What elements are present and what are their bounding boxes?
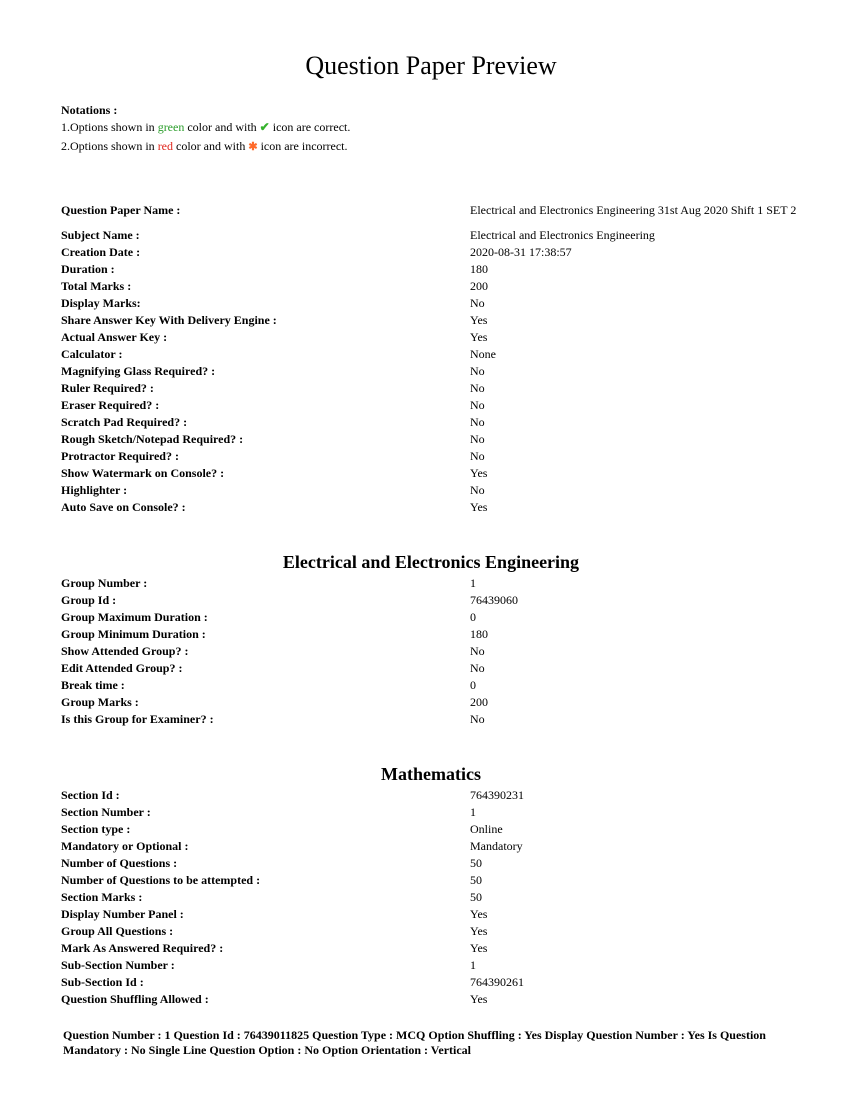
group-heading: Electrical and Electronics Engineering xyxy=(282,552,580,572)
detail-value: 0 xyxy=(470,677,476,692)
detail-label: Group Number : xyxy=(61,575,148,590)
detail-label: Calculator : xyxy=(61,346,123,361)
detail-value: No xyxy=(470,295,485,310)
detail-row xyxy=(61,362,806,379)
detail-value: No xyxy=(470,448,485,463)
detail-label: Scratch Pad Required? : xyxy=(61,414,188,429)
detail-value: Yes xyxy=(470,923,488,938)
notation-text: 1.Options shown in xyxy=(61,120,158,134)
detail-value: 1 xyxy=(470,575,476,590)
detail-label: Creation Date : xyxy=(61,244,141,259)
detail-value: 50 xyxy=(470,872,482,887)
detail-value: 764390261 xyxy=(470,974,524,989)
detail-row xyxy=(61,922,806,939)
detail-label: Show Watermark on Console? : xyxy=(61,465,225,480)
detail-label: Magnifying Glass Required? : xyxy=(61,363,216,378)
detail-label: Total Marks : xyxy=(61,278,132,293)
question-info: Question Number : 1 Question Id : 76439011825 Question Type : MCQ Option Shuffling : Yes Display Question Number : Yes Is Question Mandatory : No Single Line Question Option : No Option Orientation : Vertical xyxy=(63,1028,766,1057)
detail-value: 180 xyxy=(470,626,488,641)
detail-label: Group Maximum Duration : xyxy=(61,609,208,624)
detail-value: 50 xyxy=(470,855,482,870)
section-details-table xyxy=(61,786,806,1007)
detail-row xyxy=(61,990,806,1007)
detail-row xyxy=(61,226,806,243)
detail-label: Group Id : xyxy=(61,592,117,607)
detail-row xyxy=(61,905,806,922)
detail-label: Eraser Required? : xyxy=(61,397,160,412)
detail-row xyxy=(61,396,806,413)
detail-label: Number of Questions : xyxy=(61,855,178,870)
detail-value: No xyxy=(470,482,485,497)
detail-value: 764390231 xyxy=(470,787,524,802)
notation-correct xyxy=(61,118,350,137)
section-heading: Mathematics xyxy=(381,764,481,784)
detail-label: Actual Answer Key : xyxy=(61,329,168,344)
detail-row xyxy=(61,498,806,515)
detail-label: Display Number Panel : xyxy=(61,906,184,921)
detail-row xyxy=(61,973,806,990)
detail-value: 0 xyxy=(470,609,476,624)
notation-text: 2.Options shown in xyxy=(61,139,158,153)
detail-row xyxy=(61,888,806,905)
detail-row xyxy=(61,481,806,498)
detail-value: Mandatory xyxy=(470,838,523,853)
detail-row xyxy=(61,194,806,226)
detail-row xyxy=(61,693,806,710)
detail-value: Yes xyxy=(470,465,488,480)
detail-label: Subject Name : xyxy=(61,227,140,242)
detail-value: No xyxy=(470,660,485,675)
detail-value: 1 xyxy=(470,957,476,972)
detail-row xyxy=(61,294,806,311)
detail-label: Mandatory or Optional : xyxy=(61,838,189,853)
detail-row xyxy=(61,379,806,396)
detail-row xyxy=(61,243,806,260)
detail-row xyxy=(61,345,806,362)
detail-value: Yes xyxy=(470,940,488,955)
detail-value: Electrical and Electronics Engineering xyxy=(470,227,655,242)
detail-row xyxy=(61,939,806,956)
detail-label: Group Minimum Duration : xyxy=(61,626,206,641)
notation-text: icon are incorrect. xyxy=(257,139,348,153)
detail-value: Yes xyxy=(470,329,488,344)
detail-value: None xyxy=(470,346,496,361)
red-word: red xyxy=(157,139,174,153)
green-word: green xyxy=(157,120,185,134)
detail-value: No xyxy=(470,431,485,446)
detail-row xyxy=(61,464,806,481)
detail-label: Display Marks: xyxy=(61,295,141,310)
detail-label: Group All Questions : xyxy=(61,923,174,938)
detail-row xyxy=(61,277,806,294)
detail-label: Share Answer Key With Delivery Engine : xyxy=(61,312,277,327)
detail-value: Yes xyxy=(470,991,488,1006)
detail-value: No xyxy=(470,711,485,726)
detail-label: Duration : xyxy=(61,261,115,276)
detail-label: Mark As Answered Required? : xyxy=(61,940,224,955)
detail-label: Auto Save on Console? : xyxy=(61,499,186,514)
detail-value: 50 xyxy=(470,889,482,904)
detail-value: Yes xyxy=(470,906,488,921)
detail-label: Section Marks : xyxy=(61,889,143,904)
detail-label: Protractor Required? : xyxy=(61,448,179,463)
page-title: Question Paper Preview xyxy=(305,51,557,80)
detail-value: No xyxy=(470,414,485,429)
detail-label: Ruler Required? : xyxy=(61,380,154,395)
detail-value: 1 xyxy=(470,804,476,819)
detail-label: Question Paper Name : xyxy=(61,203,181,217)
detail-row xyxy=(61,625,806,642)
detail-label: Highlighter : xyxy=(61,482,128,497)
detail-value: Online xyxy=(470,821,503,836)
detail-row xyxy=(61,608,806,625)
detail-value: No xyxy=(470,643,485,658)
detail-row xyxy=(61,447,806,464)
detail-value: Electrical and Electronics Engineering 31st Aug 2020 Shift 1 SET 2 xyxy=(470,203,797,217)
detail-label: Sub-Section Id : xyxy=(61,974,144,989)
detail-row xyxy=(61,956,806,973)
detail-value: 2020-08-31 17:38:57 xyxy=(470,244,572,259)
detail-value: No xyxy=(470,363,485,378)
detail-row xyxy=(61,786,806,803)
cross-icon: ✱ xyxy=(248,141,258,153)
detail-row xyxy=(61,820,806,837)
detail-label: Question Shuffling Allowed : xyxy=(61,991,209,1006)
detail-value: 200 xyxy=(470,278,488,293)
notation-text: color and with xyxy=(173,139,249,153)
detail-label: Edit Attended Group? : xyxy=(61,660,183,675)
detail-row xyxy=(61,311,806,328)
detail-row xyxy=(61,676,806,693)
detail-value: Yes xyxy=(470,499,488,514)
detail-row xyxy=(61,642,806,659)
detail-label: Is this Group for Examiner? : xyxy=(61,711,214,726)
detail-row xyxy=(61,430,806,447)
notation-text: color and with xyxy=(184,120,260,134)
paper-details-table xyxy=(61,194,806,515)
detail-row xyxy=(61,710,806,727)
detail-label: Break time : xyxy=(61,677,125,692)
notation-incorrect xyxy=(61,137,350,157)
detail-row xyxy=(61,803,806,820)
detail-label: Sub-Section Number : xyxy=(61,957,175,972)
detail-row xyxy=(61,591,806,608)
detail-value: 180 xyxy=(470,261,488,276)
detail-label: Rough Sketch/Notepad Required? : xyxy=(61,431,244,446)
notations xyxy=(61,102,350,157)
detail-label: Section Number : xyxy=(61,804,151,819)
detail-row xyxy=(61,659,806,676)
detail-value: No xyxy=(470,397,485,412)
detail-row xyxy=(61,328,806,345)
notations-heading: Notations : xyxy=(61,103,118,117)
detail-value: Yes xyxy=(470,312,488,327)
detail-row xyxy=(61,260,806,277)
detail-label: Section type : xyxy=(61,821,131,836)
detail-value: 76439060 xyxy=(470,592,518,607)
detail-label: Show Attended Group? : xyxy=(61,643,189,658)
detail-label: Number of Questions to be attempted : xyxy=(61,872,261,887)
detail-value: 200 xyxy=(470,694,488,709)
detail-row xyxy=(61,837,806,854)
group-details-table xyxy=(61,574,806,727)
detail-label: Group Marks : xyxy=(61,694,139,709)
detail-row xyxy=(61,871,806,888)
detail-label: Section Id : xyxy=(61,787,120,802)
checkmark-icon: ✔ xyxy=(259,120,270,134)
notation-text: icon are correct. xyxy=(269,120,351,134)
detail-row xyxy=(61,574,806,591)
detail-row xyxy=(61,854,806,871)
detail-row xyxy=(61,413,806,430)
detail-value: No xyxy=(470,380,485,395)
